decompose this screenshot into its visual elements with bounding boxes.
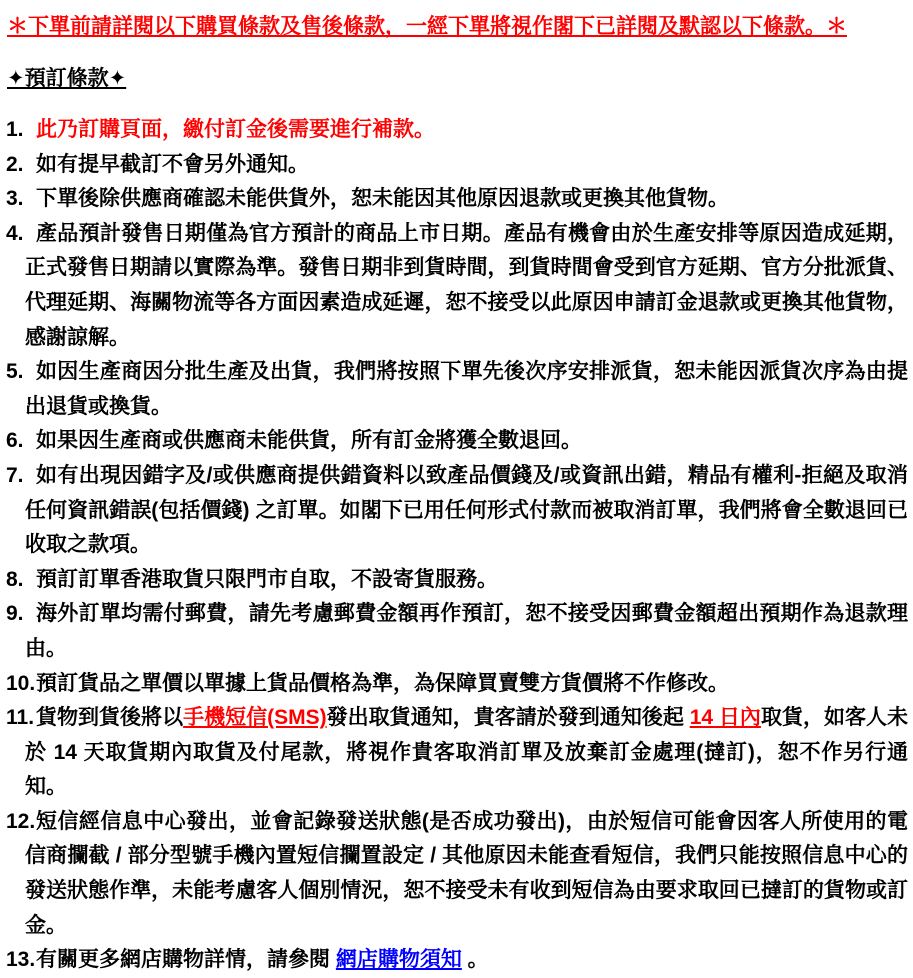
term-number: 6. xyxy=(6,429,24,453)
text-segment: 如果因生產商或供應商未能供貨，所有訂金將獲全數退回。 xyxy=(36,429,582,453)
term-number: 3. xyxy=(6,187,24,211)
section-title: ✦預訂條款✦ xyxy=(7,67,127,90)
term-item xyxy=(0,597,913,666)
term-item xyxy=(0,943,913,978)
text-segment: 如有提早截訂不會另外通知。 xyxy=(36,152,309,176)
term-item xyxy=(0,148,913,183)
text-segment: 短信經信息中心發出，並會記錄發送狀態(是否成功發出)，由於短信可能會因客人所使用的電信商攔截 / 部分型號手機內置短信攔置設定 / 其他原因未能查看短信，我們只能按照信息中心的發送狀態作準，未能考慮客人個別情況，恕不接受未有收到短信為由要求取回已撻訂的貨物或訂金。 xyxy=(25,809,908,937)
text-segment: 如有出現因錯字及/或供應商提供錯資料以致產品價錢及/或資訊出錯，精品有權利-拒絕及取消任何資訊錯誤(包括價錢) 之訂單。如閣下已用任何形式付款而被取消訂單，我們將會全數退回已收取之款項。 xyxy=(25,463,908,557)
term-number: 7. xyxy=(6,463,24,487)
text-segment: 發出取貨通知，貴客請於發到通知後起 xyxy=(326,706,690,730)
term-text xyxy=(25,810,908,937)
pre-order-warning-header: ＊下單前請詳閱以下購買條款及售後條款，一經下單將視作閣下已詳閱及默認以下條款。＊ xyxy=(7,15,847,38)
term-number: 4. xyxy=(6,221,24,245)
term-number: 13. xyxy=(6,948,36,972)
term-text xyxy=(36,153,309,176)
text-segment: 海外訂單均需付郵費，請先考慮郵費金額再作預訂，恕不接受因郵費金額超出預期作為退款理由。 xyxy=(25,602,908,660)
term-text xyxy=(36,672,729,695)
term-number: 10. xyxy=(6,671,36,695)
term-item xyxy=(0,355,913,424)
text-segment: 取貨，如客人未於 14 天取貨期內取貨及付尾款，將視作貴客取消訂單及放棄訂金處理(撻訂)，恕不作另行通知。 xyxy=(25,706,909,799)
term-text xyxy=(25,602,908,660)
term-text xyxy=(36,187,729,210)
text-segment: 預訂訂單香港取貨只限門市自取，不設寄貨服務。 xyxy=(36,567,498,591)
term-item xyxy=(0,805,913,943)
term-number: 12. xyxy=(6,809,36,833)
term-item xyxy=(0,217,913,355)
term-item xyxy=(0,459,913,563)
term-text xyxy=(36,118,435,141)
term-item xyxy=(0,667,913,702)
term-number: 8. xyxy=(6,567,24,591)
pickup-deadline-highlight: 14 日內 xyxy=(689,706,761,730)
term-number: 2. xyxy=(6,152,24,176)
deposit-notice-text: 此乃訂購頁面，繳付訂金後需要進行補款。 xyxy=(36,118,435,141)
term-text xyxy=(25,706,908,798)
text-segment: 產品預計發售日期僅為官方預計的商品上市日期。產品有機會由於生產安排等原因造成延期，正式發售日期請以實際為準。發售日期非到貨時間，到貨時間會受到官方延期、官方分批派貨、代理延期、海關物流等各方面因素造成延遲，恕不接受以此原因申請訂金退款或更換其他貨物，感謝諒解。 xyxy=(25,221,908,349)
term-number: 9. xyxy=(6,602,24,626)
terms-list xyxy=(0,113,913,978)
term-text xyxy=(36,948,489,971)
term-item xyxy=(0,424,913,459)
term-number: 11. xyxy=(6,706,35,730)
term-item xyxy=(0,113,913,148)
text-segment: 如因生產商因分批生產及出貨，我們將按照下單先後次序安排派貨，恕未能因派貨次序為由提出退貨或換貨。 xyxy=(25,360,908,418)
text-segment: 預訂貨品之單價以單據上貨品價格為準，為保障買賣雙方貨價將不作修改。 xyxy=(36,671,729,695)
text-segment: 下單後除供應商確認未能供貨外，恕未能因其他原因退款或更換其他貨物。 xyxy=(36,187,729,211)
term-item xyxy=(0,563,913,598)
term-number: 5. xyxy=(6,360,24,384)
term-item xyxy=(0,182,913,217)
term-item xyxy=(0,701,913,805)
text-segment: 有關更多網店購物詳情，請參閱 xyxy=(36,948,336,972)
sms-notice-highlight: 手機短信(SMS) xyxy=(183,706,327,730)
term-text xyxy=(36,429,582,452)
shopping-guide-link[interactable]: 網店購物須知 xyxy=(335,948,462,972)
term-text xyxy=(25,222,908,349)
term-text xyxy=(36,568,498,591)
term-text xyxy=(25,360,908,418)
text-segment: 。 xyxy=(461,948,489,972)
text-segment: 貨物到貨後將以 xyxy=(36,706,184,730)
term-text xyxy=(25,464,908,556)
term-number: 1. xyxy=(6,118,24,141)
